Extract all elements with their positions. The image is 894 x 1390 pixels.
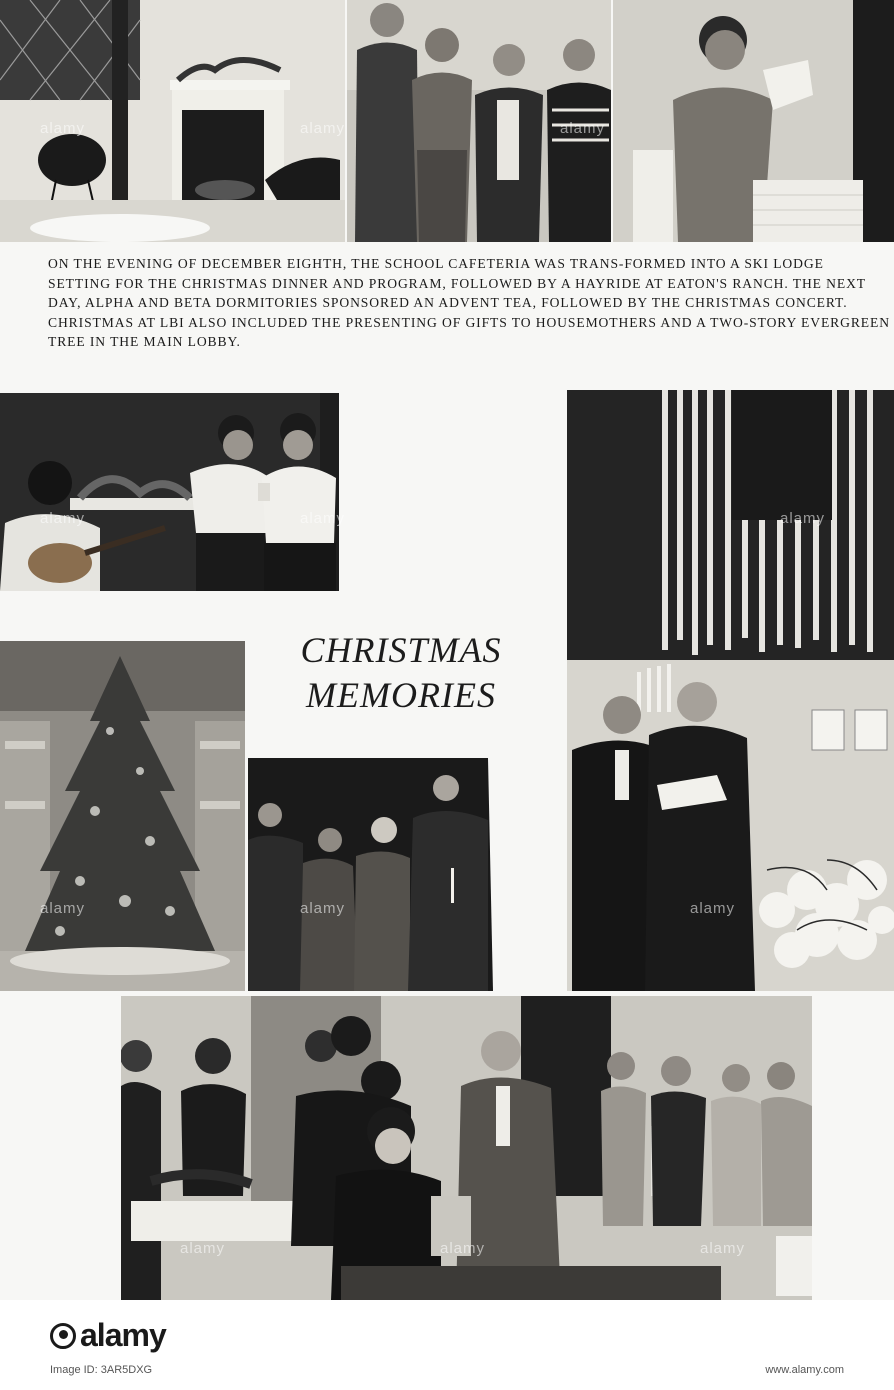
title-line-1: CHRISTMAS	[300, 630, 502, 670]
watermark-text: alamy	[700, 1240, 746, 1257]
watermark-text: alamy	[560, 120, 606, 137]
photo-housemother-gift	[613, 0, 894, 242]
photo-advent-tea	[121, 996, 812, 1300]
site-url-label: www.alamy.com	[765, 1364, 844, 1376]
photo-guitar-singers	[0, 393, 339, 591]
watermark-text: alamy	[440, 1240, 486, 1257]
watermark-text: alamy	[780, 510, 826, 527]
watermark-text: alamy	[40, 900, 86, 917]
page-title	[262, 628, 540, 718]
image-id-label: Image ID: 3AR5DXG	[50, 1364, 153, 1376]
alamy-logo	[50, 1317, 166, 1354]
photo-ski-lodge	[0, 0, 345, 242]
alamy-logo-text: alamy	[80, 1317, 166, 1353]
photo-carolers	[347, 0, 611, 242]
watermark-text: alamy	[180, 1240, 226, 1257]
watermark-text: alamy	[300, 510, 346, 527]
watermark-text: alamy	[300, 120, 346, 137]
title-line-2: MEMORIES	[306, 675, 496, 715]
alamy-logo-icon	[50, 1323, 76, 1349]
watermark-text: alamy	[300, 900, 346, 917]
watermark-text: alamy	[40, 120, 86, 137]
watermark-text: alamy	[40, 510, 86, 527]
watermark-text: alamy	[690, 900, 736, 917]
photo-organ-pastors	[567, 390, 894, 991]
photo-evergreen-tree	[0, 641, 245, 991]
page-caption: ON THE EVENING OF DECEMBER EIGHTH, THE SCHOOL CAFETERIA WAS TRANS-FORMED INTO A SKI LODGE SETTING FOR THE CHRISTMAS DINNER AND PROGRAM, FOLLOWED BY A HAYRIDE AT EATON'S RANCH. THE NEXT DAY, ALPHA AND BETA DORMITORIES SPONSORED AN ADVENT TEA, FOLLOWED BY THE CHRISTMAS CONCERT. CHRISTMAS AT LBI ALSO INCLUDED THE PRESENTING OF GIFTS TO HOUSEMOTHERS AND A TWO-STORY EVERGREEN TREE IN THE MAIN LOBBY.	[48, 256, 890, 349]
photo-choir-robes	[248, 758, 495, 991]
